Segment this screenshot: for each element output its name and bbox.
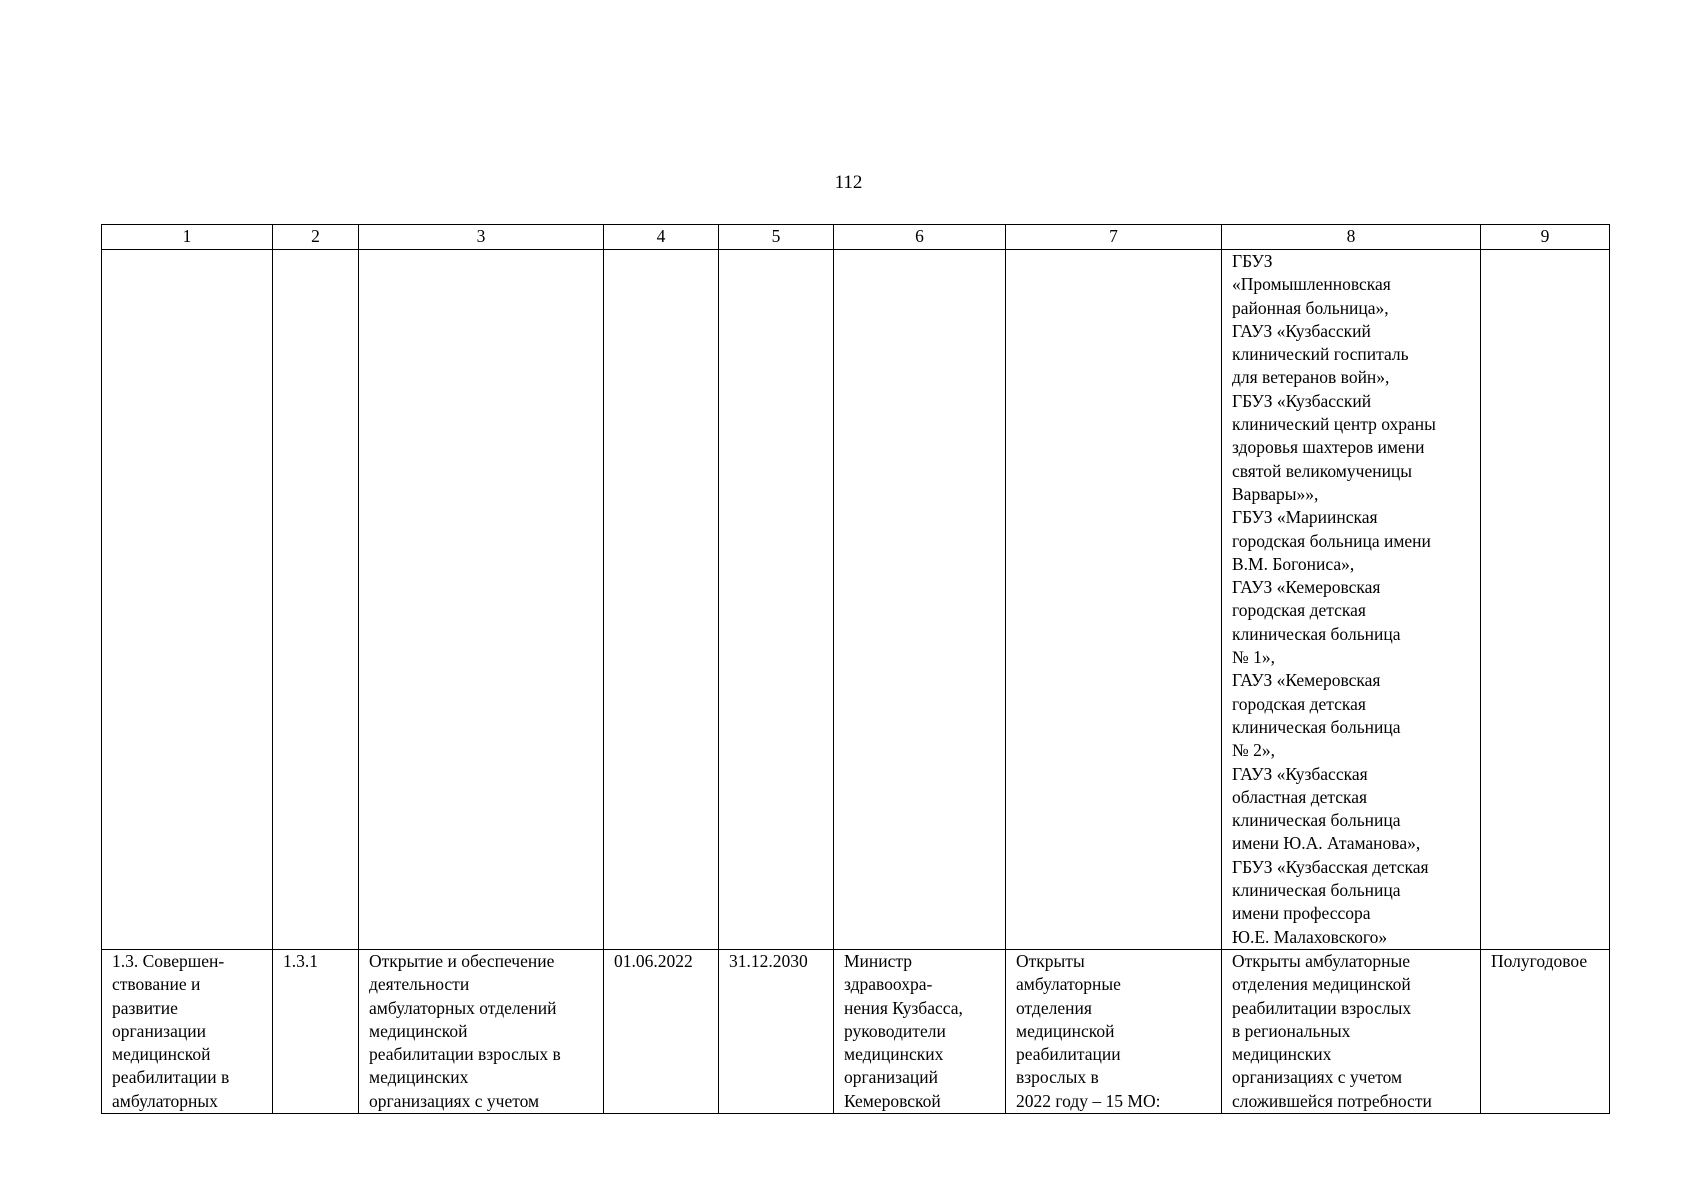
text-line: 2022 году – 15 МО: bbox=[1016, 1090, 1161, 1111]
text-line: ствование и bbox=[112, 974, 201, 995]
text-line: имени Ю.А. Атаманова», bbox=[1232, 833, 1421, 854]
text-line: клиническая больница bbox=[1232, 810, 1401, 831]
text-line: ГБУЗ bbox=[1232, 251, 1273, 271]
text-line: амбулаторных отделений bbox=[369, 997, 557, 1018]
text-line: В.М. Богониса», bbox=[1232, 553, 1355, 574]
text-line: Открыты амбулаторные bbox=[1232, 950, 1410, 971]
task-name-cell bbox=[102, 949, 273, 1113]
text-line: ГБУЗ «Кузбасская детская bbox=[1232, 856, 1429, 877]
text-line: № 1», bbox=[1232, 647, 1275, 668]
text-line: Министр bbox=[844, 950, 913, 971]
text-line: имени профессора bbox=[1232, 903, 1371, 924]
text-line: отделения медицинской bbox=[1232, 974, 1411, 995]
empty-cell bbox=[273, 250, 359, 950]
text-line: медицинской bbox=[369, 1020, 468, 1041]
empty-cell bbox=[604, 250, 719, 950]
measure-name-cell bbox=[359, 949, 604, 1113]
text-line: в региональных bbox=[1232, 1020, 1351, 1041]
text-line: медицинских bbox=[844, 1044, 944, 1065]
text-line: для ветеранов войн», bbox=[1232, 367, 1390, 388]
text-line: реабилитации взрослых в bbox=[369, 1044, 561, 1065]
empty-cell bbox=[719, 250, 834, 950]
text-line: Варвары»», bbox=[1232, 483, 1319, 504]
text-line: медицинской bbox=[112, 1044, 211, 1065]
text-line: ГАУЗ «Кемеровская bbox=[1232, 577, 1381, 598]
column-number: 6 bbox=[834, 225, 1006, 250]
measure-number-cell: 1.3.1 bbox=[273, 949, 359, 1113]
text-line: «Промышленновская bbox=[1232, 274, 1391, 295]
text-line: ГАУЗ «Кузбасская bbox=[1232, 763, 1368, 784]
text-line: взрослых в bbox=[1016, 1067, 1099, 1088]
text-line: деятельности bbox=[369, 974, 470, 995]
responsible-cell bbox=[834, 949, 1006, 1113]
text-line: городская детская bbox=[1232, 600, 1366, 621]
text-line: организациях с учетом bbox=[1232, 1067, 1403, 1088]
result-cell bbox=[1006, 949, 1222, 1113]
empty-cell bbox=[1006, 250, 1222, 950]
text-line: здоровья шахтеров имени bbox=[1232, 437, 1425, 458]
column-number: 5 bbox=[719, 225, 834, 250]
executors-list-cell bbox=[1222, 250, 1481, 950]
text-line: городская детская bbox=[1232, 693, 1366, 714]
text-line: 1.3. Совершен- bbox=[112, 950, 225, 971]
text-line: Открыты bbox=[1016, 950, 1085, 971]
column-number-header-row bbox=[102, 225, 1610, 250]
result-description-cell bbox=[1222, 949, 1481, 1113]
text-line: Открытие и обеспечение bbox=[369, 950, 555, 971]
text-line: Кемеровской bbox=[844, 1090, 941, 1111]
text-line: медицинских bbox=[1232, 1044, 1332, 1065]
text-line: организации bbox=[112, 1020, 206, 1041]
text-line: здравоохра- bbox=[844, 974, 933, 995]
text-line: медицинской bbox=[1016, 1020, 1115, 1041]
column-number: 1 bbox=[102, 225, 273, 250]
reporting-period-cell: Полугодовое bbox=[1481, 949, 1610, 1113]
measures-table bbox=[101, 224, 1610, 1114]
text-line: организациях с учетом bbox=[369, 1090, 540, 1111]
column-number: 7 bbox=[1006, 225, 1222, 250]
column-number: 2 bbox=[273, 225, 359, 250]
text-line: областная детская bbox=[1232, 786, 1368, 807]
column-number: 9 bbox=[1481, 225, 1610, 250]
column-number: 4 bbox=[604, 225, 719, 250]
text-line: медицинских bbox=[369, 1067, 469, 1088]
text-line: развитие bbox=[112, 997, 178, 1018]
text-line: организаций bbox=[844, 1067, 938, 1088]
text-line: нения Кузбасса, bbox=[844, 997, 963, 1018]
text-line: № 2», bbox=[1232, 740, 1275, 761]
text-line: реабилитации bbox=[1016, 1044, 1121, 1065]
start-date-cell: 01.06.2022 bbox=[604, 949, 719, 1113]
text-line: клинический госпиталь bbox=[1232, 344, 1409, 365]
text-line: ГБУЗ «Мариинская bbox=[1232, 507, 1378, 528]
column-number: 3 bbox=[359, 225, 604, 250]
text-line: ГАУЗ «Кузбасский bbox=[1232, 320, 1371, 341]
text-line: руководители bbox=[844, 1020, 946, 1041]
text-line: районная больница», bbox=[1232, 297, 1389, 318]
text-line: клиническая больница bbox=[1232, 880, 1401, 901]
column-number: 8 bbox=[1222, 225, 1481, 250]
text-line: амбулаторных bbox=[112, 1090, 218, 1111]
text-line: ГАУЗ «Кемеровская bbox=[1232, 670, 1381, 691]
text-line: святой великомученицы bbox=[1232, 460, 1413, 481]
continuation-row bbox=[102, 250, 1610, 950]
table-row-1-3-1 bbox=[102, 949, 1610, 1113]
text-line: реабилитации в bbox=[112, 1067, 230, 1088]
text-line: клинический центр охраны bbox=[1232, 414, 1436, 435]
text-line: ГБУЗ «Кузбасский bbox=[1232, 390, 1372, 411]
end-date-cell: 31.12.2030 bbox=[719, 949, 834, 1113]
text-line: клиническая больница bbox=[1232, 623, 1401, 644]
text-line: амбулаторные bbox=[1016, 974, 1121, 995]
text-line: реабилитации взрослых bbox=[1232, 997, 1412, 1018]
text-line: отделения bbox=[1016, 997, 1092, 1018]
text-line: сложившейся потребности bbox=[1232, 1090, 1432, 1111]
text-line: клиническая больница bbox=[1232, 716, 1401, 737]
page-number: 112 bbox=[834, 172, 863, 193]
text-line: городская больница имени bbox=[1232, 530, 1431, 551]
empty-cell bbox=[359, 250, 604, 950]
empty-cell bbox=[1481, 250, 1610, 950]
empty-cell bbox=[102, 250, 273, 950]
empty-cell bbox=[834, 250, 1006, 950]
text-line: Ю.Е. Малаховского» bbox=[1232, 926, 1388, 947]
